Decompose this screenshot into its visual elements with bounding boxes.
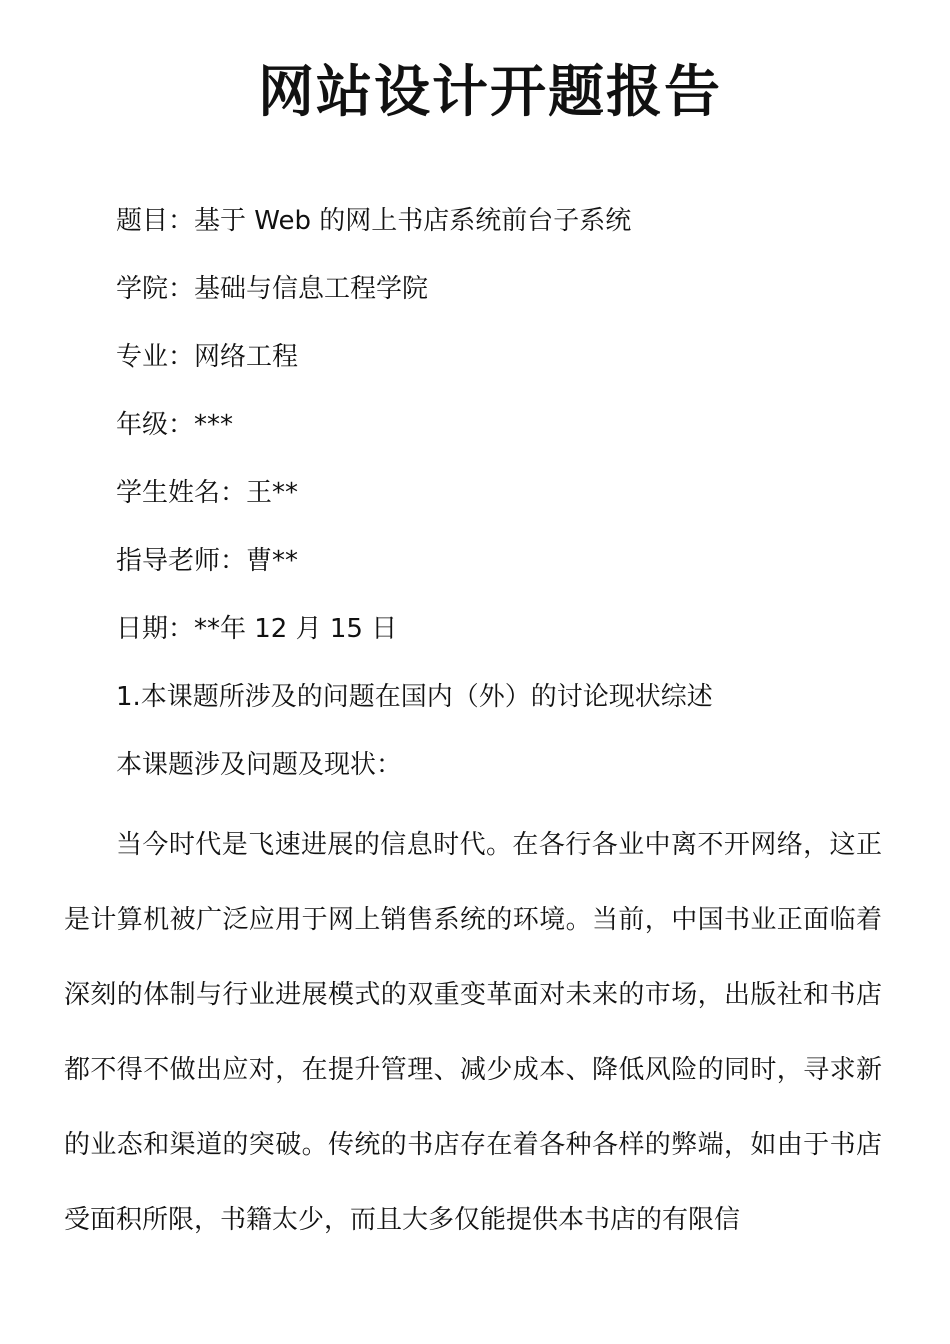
student-name-line: 学生姓名：王** xyxy=(116,478,299,508)
document-title: 网站设计开题报告 xyxy=(258,60,722,125)
advisor-line: 指导老师：曹** xyxy=(116,546,299,576)
date-line: 日期：**年 12 月 15 日 xyxy=(116,614,398,644)
grade-line: 年级：*** xyxy=(116,410,234,440)
subsection-heading: 本课题涉及问题及现状： xyxy=(116,750,403,780)
topic-line: 题目：基于 Web 的网上书店系统前台子系统 xyxy=(116,206,632,236)
body-paragraph: 当今时代是飞速进展的信息时代。在各行各业中离不开网络，这正是计算机被广泛应用于网上销售系统的环境。当前，中国书业正面临着深刻的体制与行业进展模式的双重变革面对未来的市场，出版社和书店都不得不做出应对，在提升管理、减少成本、降低风险的同时，寻求新的业态和渠道的突破。传统的书店存在着各种各样的弊端，如由于书店受面积所限，书籍太少，而且大多仅能提供本书店的有限信 xyxy=(64,830,882,1235)
college-line: 学院：基础与信息工程学院 xyxy=(116,274,429,304)
major-line: 专业：网络工程 xyxy=(116,342,299,372)
section-heading: 1.本课题所涉及的问题在国内（外）的讨论现状综述 xyxy=(116,682,713,712)
